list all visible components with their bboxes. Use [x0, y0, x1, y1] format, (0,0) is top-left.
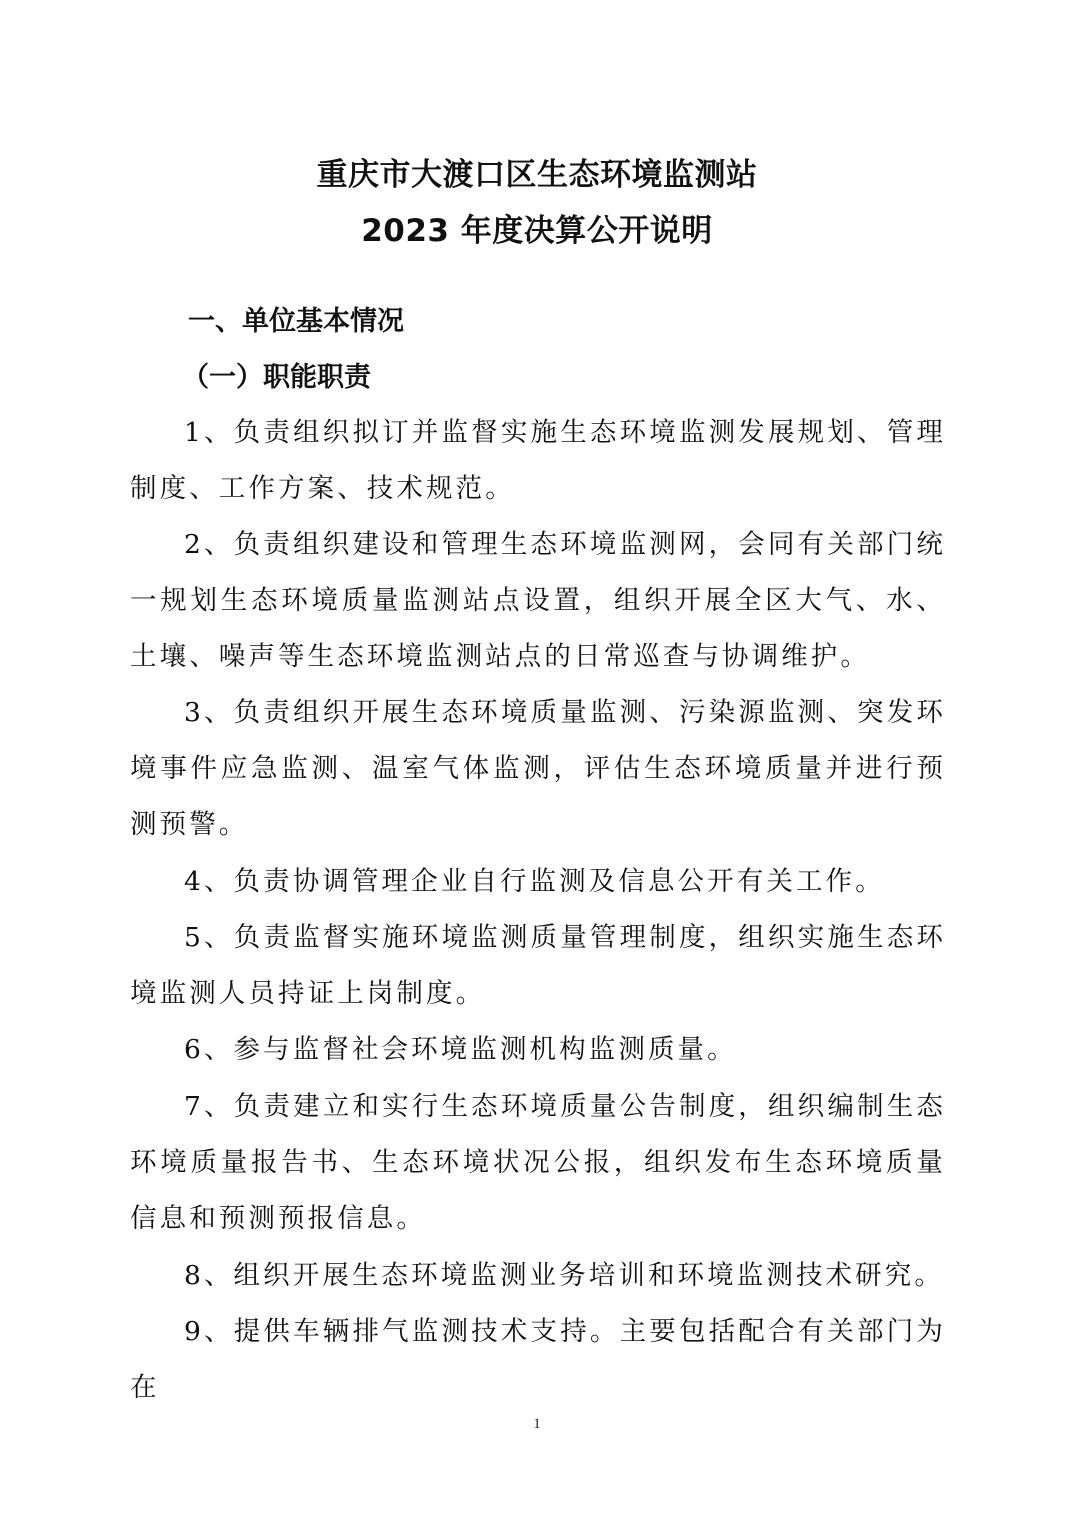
duty-paragraph-4: 4、负责协调管理企业自行监测及信息公开有关工作。 [184, 866, 885, 897]
duty-paragraph-1: 1、负责组织拟订并监督实施生态环境监测发展规划、管理制度、工作方案、技术规范。 [130, 417, 946, 505]
section-heading: 一、单位基本情况 [188, 306, 404, 337]
duty-paragraph-2: 2、负责组织建设和管理生态环境监测网，会同有关部门统一规划生态环境质量监测站点设置，组织开展全区大气、水、土壤、噪声等生态环境监测站点的日常巡查与协调维护。 [130, 529, 946, 673]
document-title-line1: 重庆市大渡口区生态环境监测站 [316, 157, 758, 193]
document-title-line2: 2023 年度决算公开说明 [361, 213, 713, 249]
page-number: 1 [533, 1416, 541, 1432]
duty-paragraph-7: 7、负责建立和实行生态环境质量公告制度，组织编制生态环境质量报告书、生态环境状况公报，组织发布生态环境质量信息和预测预报信息。 [130, 1091, 946, 1235]
subsection-heading: （一）职能职责 [182, 362, 371, 393]
duty-paragraph-8: 8、组织开展生态环境监测业务培训和环境监测技术研究。 [184, 1260, 944, 1291]
duty-paragraph-6: 6、参与监督社会环境监测机构监测质量。 [184, 1034, 737, 1065]
duty-paragraph-5: 5、负责监督实施环境监测质量管理制度，组织实施生态环境监测人员持证上岗制度。 [130, 922, 946, 1010]
duty-paragraph-9: 9、提供车辆排气监测技术支持。主要包括配合有关部门为在 [130, 1316, 946, 1404]
duty-paragraph-3: 3、负责组织开展生态环境质量监测、污染源监测、突发环境事件应急监测、温室气体监测，评估生态环境质量并进行预测预警。 [130, 697, 946, 841]
